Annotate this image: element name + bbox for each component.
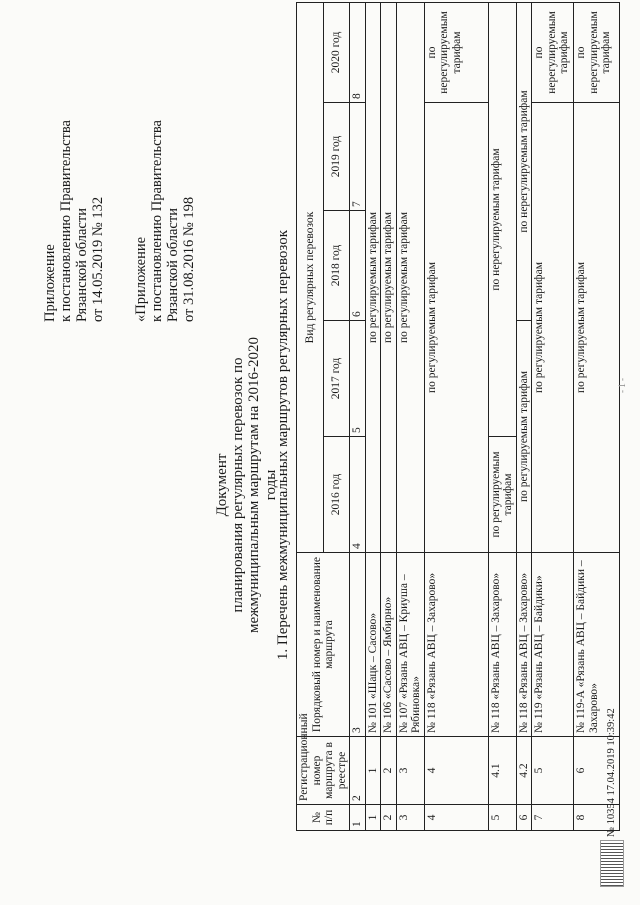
table-row bbox=[516, 2, 532, 830]
row-route: № 107 «Рязань АВЦ – Криуша – Рябиновка» bbox=[396, 553, 424, 737]
row-num: 1 bbox=[365, 805, 381, 831]
row-tariff: по регулируемым тарифам bbox=[381, 2, 397, 552]
appendix-prev-line: Рязанской области bbox=[165, 208, 181, 322]
row-route: № 118 «Рязань АВЦ – Захарово» bbox=[488, 553, 516, 737]
header-2018: 2018 год bbox=[323, 211, 350, 321]
row-route: № 101 «Шацк – Сасово» bbox=[365, 553, 381, 737]
col-number: 5 bbox=[350, 321, 366, 437]
row-num: 2 bbox=[381, 805, 397, 831]
row-tariff-2020: по нерегулируемым тарифам bbox=[574, 2, 620, 102]
row-tariff: по регулируемым тарифам bbox=[488, 437, 516, 553]
row-route: № 118 «Рязань АВЦ – Захарово» bbox=[516, 553, 532, 737]
row-num: 6 bbox=[516, 805, 532, 831]
appendix-prev-line: к постановлению Правительства bbox=[149, 120, 165, 322]
barcode-stamp bbox=[600, 840, 624, 887]
header-2019: 2019 год bbox=[323, 103, 350, 211]
table-row bbox=[396, 2, 424, 830]
appendix-prev-block bbox=[133, 120, 197, 322]
appendix-line: к постановлению Правительства bbox=[58, 120, 74, 322]
col-number: 4 bbox=[350, 437, 366, 553]
row-reg: 2 bbox=[381, 737, 397, 805]
appendix-line: Приложение bbox=[42, 244, 58, 322]
row-tariff: по регулируемым тарифам bbox=[424, 103, 488, 553]
col-number: 8 bbox=[350, 2, 366, 102]
row-tariff: по регулируемым тарифам bbox=[396, 2, 424, 552]
scan-mark: - 1 - bbox=[617, 378, 627, 393]
col-number: 7 bbox=[350, 103, 366, 211]
appendix-prev-date: от 31.08.2016 № 198 bbox=[181, 196, 197, 322]
row-tariff: по регулируемым тарифам bbox=[532, 103, 574, 553]
row-tariff: по регулируемым тарифам bbox=[365, 2, 381, 552]
table-row bbox=[574, 2, 620, 830]
header-route: Порядковый номер и наименование маршрута bbox=[297, 553, 350, 737]
row-reg: 4.1 bbox=[488, 737, 516, 805]
row-num: 3 bbox=[396, 805, 424, 831]
row-route: № 118 «Рязань АВЦ – Захарово» bbox=[424, 553, 488, 737]
row-reg: 5 bbox=[532, 737, 574, 805]
table-row bbox=[424, 2, 488, 830]
header-2016: 2016 год bbox=[323, 437, 350, 553]
appendix-date: от 14.05.2019 № 132 bbox=[90, 196, 106, 322]
appendix-line: Рязанской области bbox=[74, 208, 90, 322]
header-2020: 2020 год bbox=[323, 2, 350, 102]
row-reg: 4 bbox=[424, 737, 488, 805]
header-reg: Регистрационный номер маршрута в реестре bbox=[297, 737, 350, 805]
row-tariff-2020: по нерегулируемым тарифам bbox=[424, 2, 488, 102]
row-route: № 119 «Рязань АВЦ – Байдики» bbox=[532, 553, 574, 737]
header-kind: Вид регулярных перевозок bbox=[297, 2, 324, 552]
footer-registration: № 10354 17.04.2019 10:39:42 bbox=[606, 708, 617, 837]
row-num: 7 bbox=[532, 805, 574, 831]
header-num: № п/п bbox=[297, 805, 350, 831]
appendix-block bbox=[42, 120, 106, 322]
table-row bbox=[488, 2, 516, 830]
row-tariff-2020: по нерегулируемым тарифам bbox=[532, 2, 574, 102]
row-num: 5 bbox=[488, 805, 516, 831]
table-row bbox=[381, 2, 397, 830]
row-tariff-later: по нерегулируемым тарифам bbox=[488, 2, 516, 436]
column-number-row bbox=[350, 2, 366, 830]
row-num: 8 bbox=[574, 805, 620, 831]
appendix-prev-line: «Приложение bbox=[133, 236, 149, 322]
col-number: 1 bbox=[350, 805, 366, 831]
table-row bbox=[365, 2, 381, 830]
doc-title: Документ bbox=[214, 453, 230, 517]
row-reg: 3 bbox=[396, 737, 424, 805]
col-number: 6 bbox=[350, 211, 366, 321]
table-row bbox=[532, 2, 574, 830]
header-2017: 2017 год bbox=[323, 321, 350, 437]
row-tariff: по регулируемым тарифам bbox=[574, 103, 620, 553]
col-number: 2 bbox=[350, 737, 366, 805]
row-reg: 6 bbox=[574, 737, 620, 805]
section-title: 1. Перечень межмуниципальных маршрутов регулярных перевозок bbox=[275, 229, 291, 661]
row-route: № 106 «Сасово – Ямбирно» bbox=[381, 553, 397, 737]
row-route: № 119-А «Рязань АВЦ – Байдики – Захарово» bbox=[574, 553, 620, 737]
row-reg: 4.2 bbox=[516, 737, 532, 805]
row-reg: 1 bbox=[365, 737, 381, 805]
routes-table bbox=[296, 2, 620, 831]
row-tariff-later: по нерегулируемым тарифам bbox=[516, 2, 532, 320]
col-number: 3 bbox=[350, 553, 366, 737]
row-tariff: по регулируемым тарифам bbox=[516, 321, 532, 553]
row-num: 4 bbox=[424, 805, 488, 831]
doc-subtitle-2: межмуниципальным маршрутам на 2016-2020 годы bbox=[246, 336, 279, 634]
doc-subtitle-1: планирования регулярных перевозок по bbox=[230, 357, 246, 613]
